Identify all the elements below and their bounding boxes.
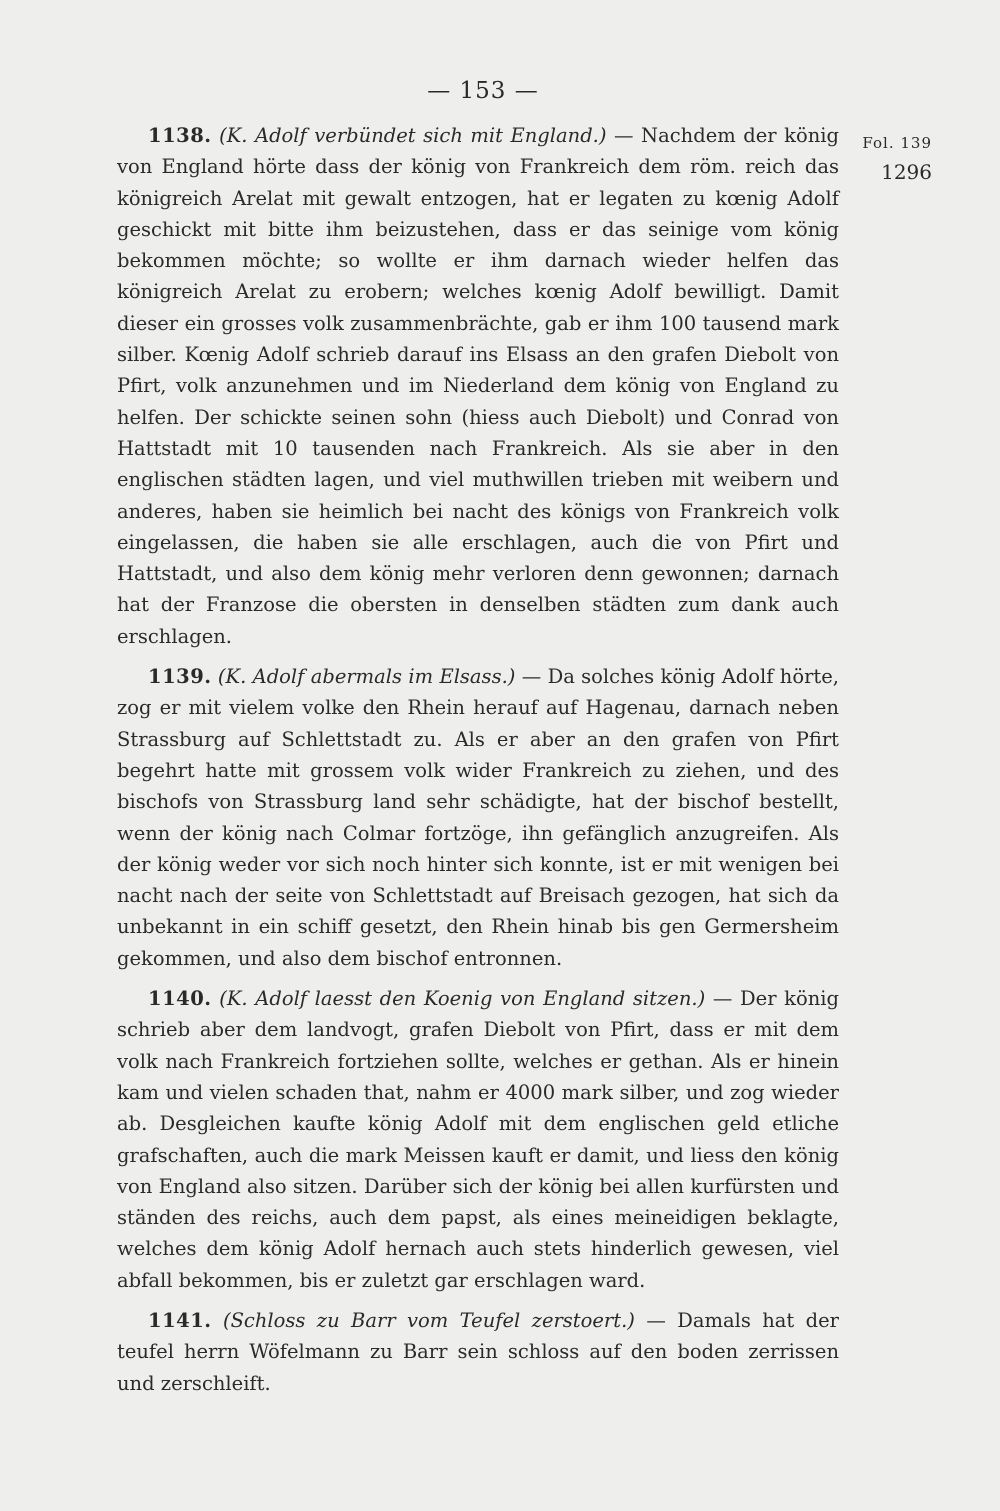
page-number: — 153 — bbox=[427, 78, 539, 104]
entry-heading: (Schloss zu Barr vom Teufel zerstoert.) bbox=[222, 1308, 635, 1332]
margin-year: 1296 bbox=[881, 160, 932, 184]
body-text bbox=[117, 120, 839, 1408]
entry-number: 1141. bbox=[148, 1308, 212, 1332]
entry-heading: (K. Adolf abermals im Elsass.) bbox=[217, 665, 516, 689]
entry-number: 1139. bbox=[148, 665, 212, 689]
entry-1139 bbox=[117, 661, 839, 974]
entry-number: 1140. bbox=[148, 987, 212, 1011]
entry-text: — Da solches könig Adolf hörte, zog er mit vielem volke den Rhein herauf auf Hagenau, darnach neben Strassburg auf Schlettstadt zu. Als er aber an den grafen von Pfirt begehrt hatte mit grossem volk wider Frankreich zu ziehen, und des bischofs von Strassburg land sehr schädigte, hat der bischof bestellt, wenn der könig nach Colmar fortzöge, ihn gefänglich anzugreifen. Als der könig weder vor sich noch hinter sich konnte, ist er mit wenigen bei nacht nach der seite von Schlettstadt auf Breisach gezogen, hat sich da unbekannt in ein schiff gesetzt, den Rhein hinab bis gen Germersheim gekommen, und also dem bischof entronnen. bbox=[117, 665, 839, 970]
margin-folio: Fol. 139 bbox=[862, 134, 932, 152]
entry-text: — Damals hat der teufel herrn Wöfelmann zu Barr sein schloss auf den boden zerrissen und zerschleift. bbox=[117, 1308, 839, 1395]
entry-text: — Nachdem der könig von England hörte dass der könig von Frankreich dem röm. reich das königreich Arelat mit gewalt entzogen, hat er legaten zu kœnig Adolf geschickt mit bitte ihm beizustehen, dass er das seinige vom könig bekommen möchte; so wollte er ihm darnach wieder helfen das königreich Arelat zu erobern; welches kœnig Adolf bewilligt. Damit dieser ein grosses volk zusammenbrächte, gab er ihm 100 tausend mark silber. Kœnig Adolf schrieb darauf ins Elsass an den grafen Diebolt von Pfirt, volk anzunehmen und im Niederland dem könig von England zu helfen. Der schickte seinen sohn (hiess auch Diebolt) und Conrad von Hattstadt mit 10 tausenden nach Frankreich. Als sie aber in den englischen städten lagen, und viel muthwillen trieben mit weibern und anderes, haben sie heimlich bei nacht des königs von Frankreich volk eingelassen, die haben sie alle erschlagen, auch die von Pfirt und Hattstadt, und also dem könig mehr verloren denn gewonnen; darnach hat der Franzose die obersten in denselben städten zum dank auch erschlagen. bbox=[117, 124, 839, 648]
entry-1141 bbox=[117, 1305, 839, 1399]
entry-heading: (K. Adolf laesst den Koenig von England sitzen.) bbox=[219, 987, 706, 1011]
entry-1140 bbox=[117, 983, 839, 1296]
entry-heading: (K. Adolf verbündet sich mit England.) bbox=[219, 124, 607, 147]
entry-number: 1138. bbox=[148, 124, 212, 147]
entry-1138 bbox=[117, 120, 839, 652]
entry-text: — Der könig schrieb aber dem landvogt, grafen Diebolt von Pfirt, dass er mit dem volk nach Frankreich fortziehen sollte, welches er gethan. Als er hinein kam und vielen schaden that, nahm er 4000 mark silber, und zog wieder ab. Desgleichen kaufte könig Adolf mit dem englischen geld etliche grafschaften, auch die mark Meissen kauft er damit, und liess den könig von England also sitzen. Darüber sich der könig bei allen kurfürsten und ständen des reichs, auch dem papst, als eines meineidigen beklagte, welches dem könig Adolf hernach auch stets hinderlich gewesen, viel abfall bekommen, bis er zuletzt gar erschlagen ward. bbox=[117, 987, 840, 1292]
